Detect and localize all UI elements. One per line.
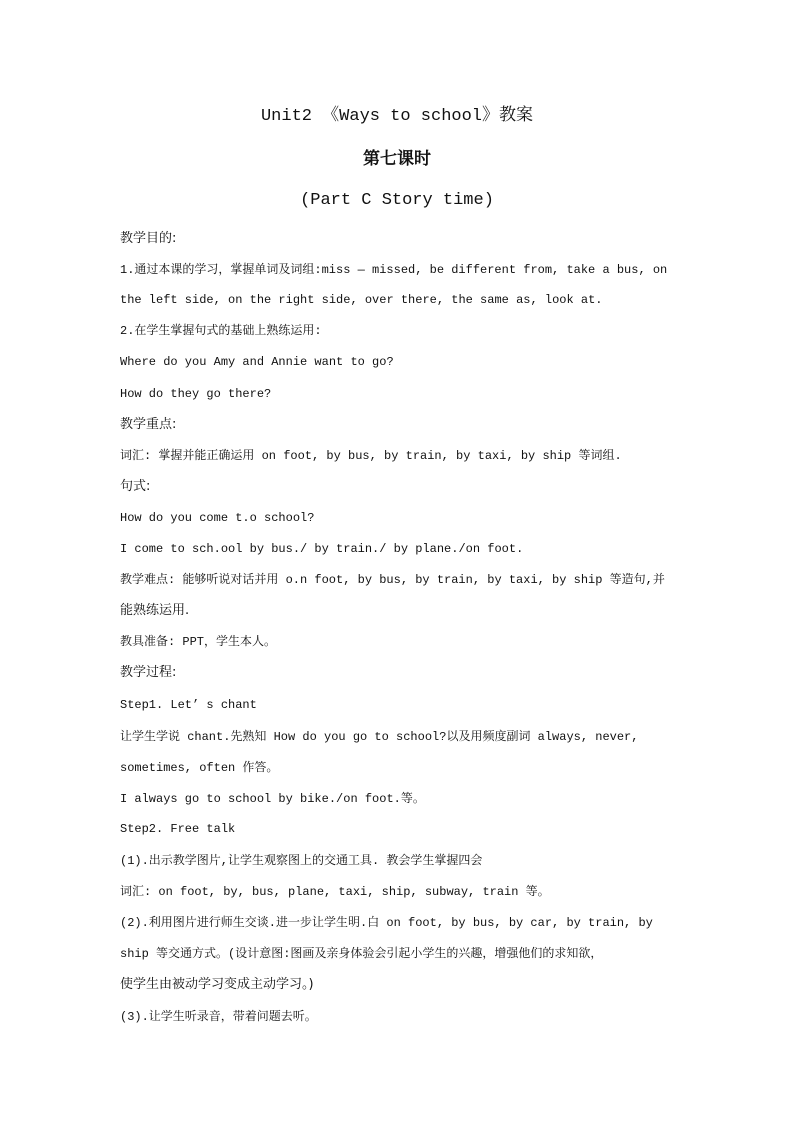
step2-heading: Step2. Free talk	[120, 822, 236, 836]
body-line: I come to sch.ool by bus./ by train./ by plane./on foot.	[120, 542, 524, 556]
body-line: 1.通过本课的学习，掌握单词及词组:miss — missed, be different from, take a bus, on	[120, 263, 668, 277]
body-line: 词汇: 掌握并能正确运用 on foot, by bus, by train, by taxi, by ship 等词组.	[120, 449, 622, 463]
body-line: 让学生学说 chant.先熟知 How do you go to school?以及用频度副词 always, never,	[120, 730, 639, 744]
body-line: I always go to school by bike./on foot.等。	[120, 792, 425, 806]
body-line: How do they go there?	[120, 387, 272, 401]
step1-heading: Step1. Let’ s chant	[120, 698, 257, 712]
body-line: (1).出示教学图片,让学生观察图上的交通工具. 教会学生掌握四会	[120, 854, 483, 868]
sentence-pattern-heading: 句式:	[120, 479, 151, 494]
body-line: How do you come t.o school?	[120, 511, 315, 525]
body-line: 词汇: on foot, by, bus, plane, taxi, ship, subway, train 等。	[120, 885, 550, 899]
body-line: ship 等交通方式。(设计意图:图画及亲身体验会引起小学生的兴趣，增强他们的求知欲，	[120, 947, 603, 961]
body-line: 能熟练运用.	[120, 603, 190, 618]
body-line: sometimes, often 作答。	[120, 761, 279, 775]
key-points-heading: 教学重点:	[120, 417, 177, 432]
teaching-aims-heading: 教学目的:	[120, 231, 177, 246]
body-line: the left side, on the right side, over there, the same as, look at.	[120, 293, 603, 307]
body-line: 使学生由被动学习变成主动学习。)	[120, 977, 314, 992]
body-line: 2.在学生掌握句式的基础上熟练运用:	[120, 324, 322, 338]
teaching-process-heading: 教学过程:	[120, 665, 177, 680]
body-line: (2).利用图片进行师生交谈.进一步让学生明.白 on foot, by bus, by car, by train, by	[120, 916, 653, 930]
body-line: (3).让学生听录音，带着问题去听。	[120, 1010, 317, 1024]
body-line: 教学难点: 能够听说对话并用 o.n foot, by bus, by train, by taxi, by ship 等造句,并	[120, 573, 665, 587]
document-subtitle: (Part C Story time)	[300, 191, 494, 210]
document-title: Unit2 《Ways to school》教案	[260, 107, 534, 126]
body-line: Where do you Amy and Annie want to go?	[120, 355, 394, 369]
teaching-aids-line: 教具准备: PPT，学生本人。	[120, 635, 277, 649]
lesson-heading: 第七课时	[363, 149, 431, 169]
